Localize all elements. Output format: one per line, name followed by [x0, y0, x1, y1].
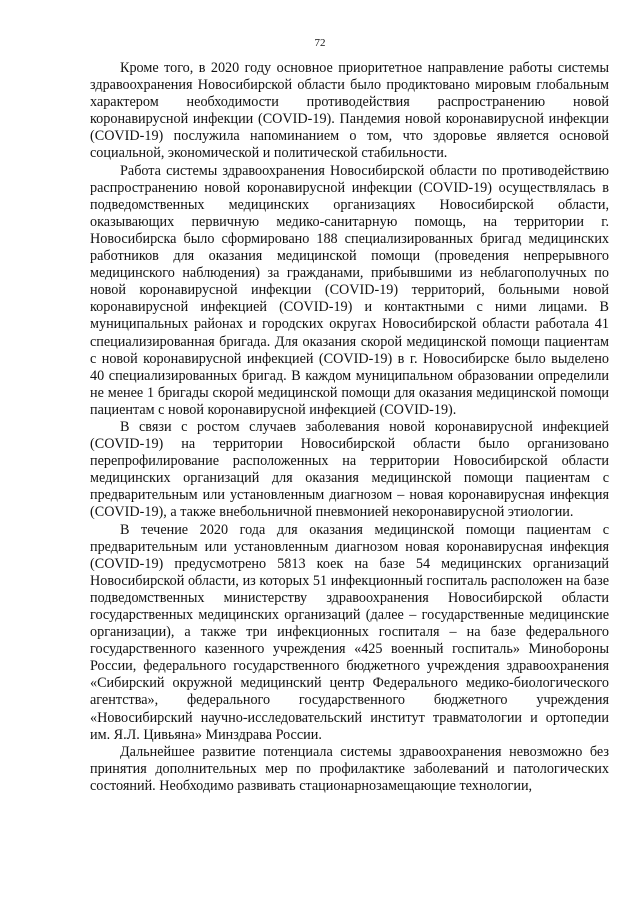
body-text — [90, 60, 609, 795]
paragraph-5: Дальнейшее развитие потенциала системы здравоохранения невозможно без принятия дополнительных мер по профилактике заболеваний и патологических состояний. Необходимо развивать стационарнозамещающие технологии, — [90, 743, 609, 794]
paragraph-4: В течение 2020 года для оказания медицинской помощи пациентам с предварительным или установленным диагнозом новая коронавирусная инфекция (COVID-19) предусмотрено 5813 коек на базе 54 медицинских организаций Новосибирской области, из которых 51 инфекционный госпиталь расположен на базе подведомственных министерству здравоохранения Новосибирской области государственных медицинских организаций (далее – государственные медицинские организации), а также три инфекционных госпиталя – на базе федерального государственного казенного учреждения «425 военный госпиталь» Минобороны России, федерального государственного бюджетного учреждения здравоохранения «Сибирский окружной медицинский центр Федерального медико-биологического агентства», федерального государственного бюджетного учреждения «Новосибирский научно-исследовательский институт травматологии и ортопедии им. Я.Л. Цивьяна» Минздрава России. — [90, 521, 609, 743]
paragraph-1: Кроме того, в 2020 году основное приоритетное направление работы системы здравоохранения Новосибирской области было продиктовано мировым глобальным характером необходимости противодействия распространению новой коронавирусной инфекции (COVID-19). Пандемия новой коронавирусной инфекции (COVID-19) послужила напоминанием о том, что здоровье является основой социальной, экономической и политической стабильности. — [90, 60, 609, 162]
paragraph-3: В связи с ростом случаев заболевания новой коронавирусной инфекцией (COVID-19) на территории Новосибирской области было организовано перепрофилирование расположенных на территории Новосибирской области медицинских организаций для оказания медицинской помощи пациентам с предварительным или установленным диагнозом – новая коронавирусная инфекция (COVID-19), а также внебольничной пневмонией некоронавирусной этиологии. — [90, 418, 609, 521]
paragraph-2: Работа системы здравоохранения Новосибирской области по противодействию распространению новой коронавирусной инфекции (COVID-19) осуществлялась в подведомственных медицинских организациях Новосибирской области, оказывающих первичную медико-санитарную помощь, на территории г. Новосибирска было сформировано 188 специализированных бригад медицинских работников для оказания медицинской помощи (проведения непрерывного медицинского наблюдения) за гражданами, прибывшими из неблагополучных по новой коронавирусной инфекции (COVID-19) территорий, больными новой коронавирусной инфекцией (COVID-19) и контактными с ними лицами. В муниципальных районах и городских округах Новосибирской области работала 41 специализированная бригада. Для оказания скорой медицинской помощи пациентам с новой коронавирусной инфекцией (COVID-19) в г. Новосибирске было выделено 40 специализированных бригад. В каждом муниципальном образовании определили не менее 1 бригады скорой медицинской помощи для оказания медицинской помощи пациентам с новой коронавирусной инфекцией (COVID-19). — [90, 162, 609, 418]
page-number: 72 — [314, 37, 326, 49]
